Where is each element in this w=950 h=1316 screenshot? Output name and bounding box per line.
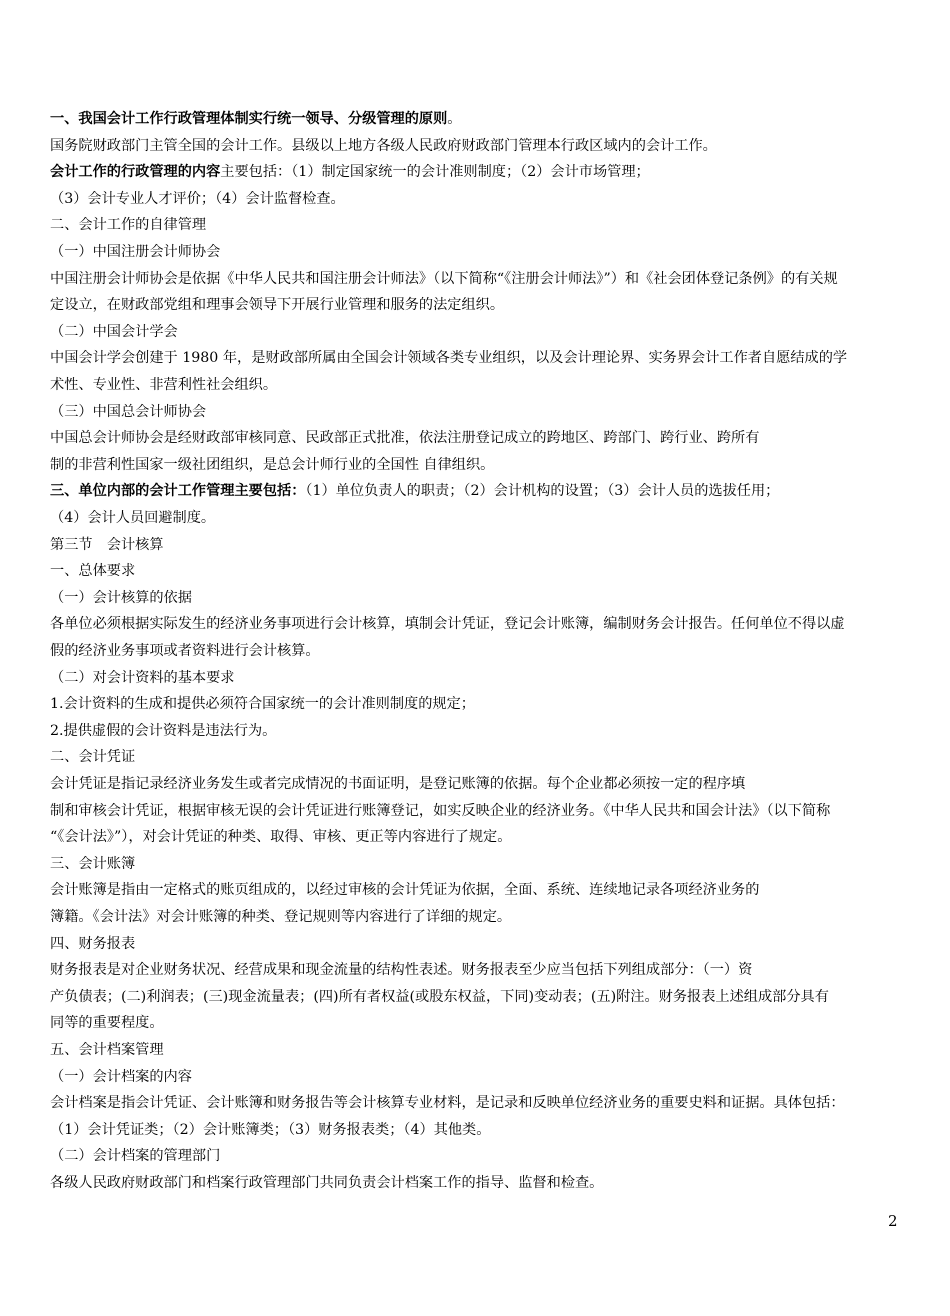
text-line [50, 1094, 910, 1112]
text-segment: 2.提供虚假的会计资料是违法行为。 [50, 722, 277, 739]
text-line [50, 243, 910, 261]
text-segment: 假的经济业务事项或者资料进行会计核算。 [50, 643, 320, 659]
text-line [50, 722, 910, 740]
text-line [50, 828, 910, 846]
text-segment: 制的非营利性国家一级社团组织，是总会计师行业的全国性 自律组织。 [50, 456, 495, 473]
text-line [50, 589, 910, 607]
text-line [50, 775, 910, 793]
text-line [50, 802, 910, 820]
text-segment: （一）会计档案的内容 [50, 1068, 192, 1085]
text-line [50, 961, 910, 979]
text-line [50, 615, 910, 633]
text-line [50, 323, 910, 341]
text-segment: 中国注册会计师协会是依据《中华人民共和国注册会计师法》（以下简称“《注册会计师法》”）和《社会团体登记条例》的有关规 [50, 270, 838, 287]
text-segment: 主要包括：（1）制定国家统一的会计准则制度；（2）会计市场管理； [220, 164, 650, 181]
text-line [50, 1174, 910, 1192]
text-line [50, 642, 910, 660]
text-line [50, 881, 910, 899]
text-line [50, 908, 910, 926]
text-line [50, 1041, 910, 1059]
text-line [50, 669, 910, 687]
page-number: 2 [888, 1212, 898, 1230]
bold-text-segment: 一、我国会计工作行政管理体制实行统一领导、分级管理的原则 [50, 111, 448, 127]
text-segment: （4）会计人员回避制度。 [50, 510, 216, 526]
text-line [50, 163, 910, 181]
text-segment: 簿籍。《会计法》对会计账簿的种类、登记规则等内容进行了详细的规定。 [50, 909, 512, 925]
text-segment: 产负债表；(二)利润表；(三)现金流量表；(四)所有者权益(或股东权益，下同)变动表；(五)附注。财务报表上述组成部分具有 [50, 988, 829, 1005]
text-line [50, 1068, 910, 1086]
text-segment: 国务院财政部门主管全国的会计工作。县级以上地方各级人民政府财政部门管理本行政区域内的会计工作。 [50, 137, 717, 154]
text-segment: 会计账簿是指由一定格式的账页组成的，以经过审核的会计凭证为依据，全面、系统、连续地记录各项经济业务的 [50, 882, 760, 899]
text-line [50, 935, 910, 953]
text-segment: 四、财务报表 [50, 935, 136, 952]
text-line [50, 216, 910, 234]
text-line [50, 509, 910, 527]
text-segment: 定设立，在财政部党组和理事会领导下开展行业管理和服务的法定组织。 [50, 297, 505, 314]
text-segment: （二）会计档案的管理部门 [50, 1148, 221, 1165]
text-line [50, 190, 910, 208]
text-line [50, 429, 910, 447]
text-segment: （二）对会计资料的基本要求 [50, 669, 235, 686]
text-segment: 财务报表是对企业财务状况、经营成果和现金流量的结构性表述。财务报表至少应当包括下列组成部分：（一）资 [50, 962, 753, 979]
text-line [50, 1121, 910, 1139]
text-segment: 1.会计资料的生成和提供必须符合国家统一的会计准则制度的规定； [50, 696, 475, 713]
text-segment: 各级人民政府财政部门和档案行政管理部门共同负责会计档案工作的指导、监督和检查。 [50, 1175, 604, 1191]
text-line [50, 988, 910, 1006]
text-line [50, 482, 910, 500]
text-segment: 各单位必须根据实际发生的经济业务事项进行会计核算，填制会计凭证，登记会计账簿，编制财务会计报告。任何单位不得以虚 [50, 616, 845, 633]
text-segment: “《会计法》”），对会计凭证的种类、取得、审核、更正等内容进行了规定。 [50, 829, 512, 846]
text-line [50, 1147, 910, 1165]
text-segment: 三、会计账簿 [50, 855, 136, 872]
text-segment: 制和审核会计凭证，根据审核无误的会计凭证进行账簿登记，如实反映企业的经济业务。《中华人民共和国会计法》（以下简称 [50, 802, 831, 819]
text-line [50, 110, 910, 128]
bold-text-segment: 三、单位内部的会计工作管理主要包括： [50, 483, 306, 500]
text-segment: （3）会计专业人才评价；（4）会计监督检查。 [50, 190, 345, 207]
text-line [50, 748, 910, 766]
text-line [50, 695, 910, 713]
text-segment: 。 [447, 111, 462, 127]
text-segment: 五、会计档案管理 [50, 1042, 164, 1058]
text-line [50, 403, 910, 421]
text-segment: （1）会计凭证类；（2）会计账簿类；（3）财务报表类；（4）其他类。 [50, 1121, 491, 1138]
text-segment: 一、总体要求 [50, 563, 136, 580]
text-segment: 同等的重要程度。 [50, 1015, 164, 1032]
text-line [50, 376, 910, 394]
text-line [50, 855, 910, 873]
text-segment: 会计凭证是指记录经济业务发生或者完成情况的书面证明，是登记账簿的依据。每个企业都必须按一定的程序填 [50, 776, 746, 792]
text-segment: （三）中国总会计师协会 [50, 403, 207, 420]
text-segment: 中国会计学会创建于 1980 年，是财政部所属由全国会计领域各类专业组织，以及会计理论界、实务界会计工作者自愿结成的学 [50, 350, 848, 367]
bold-text-segment: 会计工作的行政管理的内容 [50, 164, 221, 181]
text-line [50, 536, 910, 554]
text-line [50, 562, 910, 580]
text-segment: 第三节 会计核算 [50, 536, 164, 553]
text-segment: 会计档案是指会计凭证、会计账簿和财务报告等会计核算专业材料，是记录和反映单位经济业务的重要史料和证据。具体包括： [50, 1095, 845, 1112]
text-segment: 二、会计工作的自律管理 [50, 217, 207, 234]
text-segment: （二）中国会计学会 [50, 323, 178, 340]
text-line [50, 137, 910, 155]
text-segment: （1）单位负责人的职责；（2）会计机构的设置；（3）会计人员的选拔任用； [305, 483, 780, 500]
text-segment: 术性、专业性、非营利性社会组织。 [50, 377, 278, 393]
text-line [50, 296, 910, 314]
text-segment: 二、会计凭证 [50, 749, 136, 766]
text-segment: （一）会计核算的依据 [50, 589, 192, 606]
text-line [50, 456, 910, 474]
text-line [50, 349, 910, 367]
text-segment: 中国总会计师协会是经财政部审核同意、民政部正式批准，依法注册登记成立的跨地区、跨部门、跨行业、跨所有 [50, 430, 760, 447]
text-line [50, 1014, 910, 1032]
text-line [50, 270, 910, 288]
text-segment: （一）中国注册会计师协会 [50, 244, 221, 260]
